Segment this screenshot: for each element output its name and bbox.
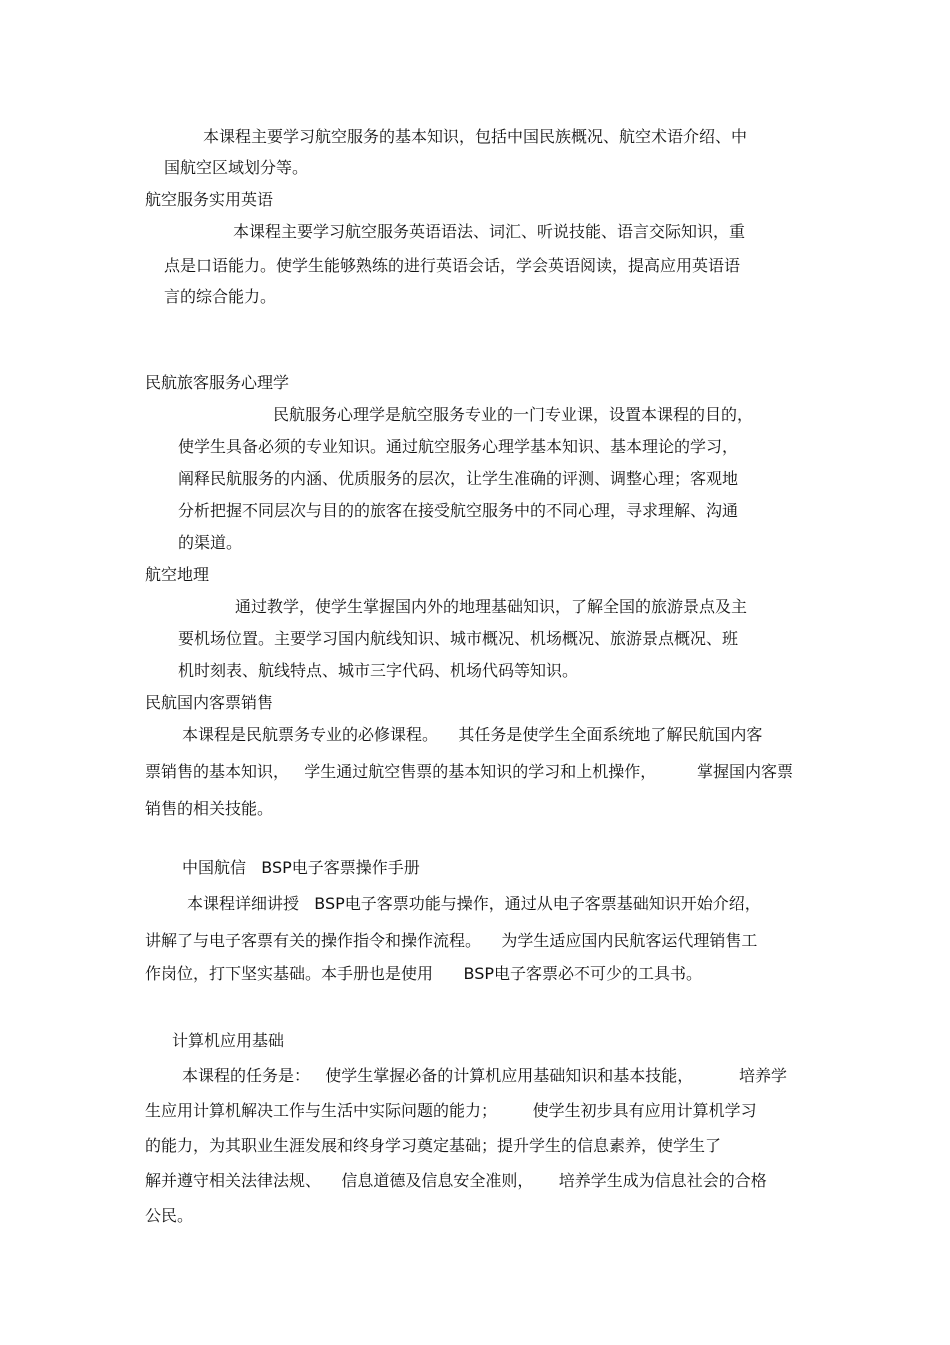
paragraph-line: 本课程主要学习航空服务英语语法、词汇、听说技能、语言交际知识，重: [233, 222, 746, 241]
paragraph-line: 讲解了与电子客票有关的操作指令和操作流程。 为学生适应国内民航客运代理销售工: [145, 931, 758, 950]
paragraph-line: 点是口语能力。使学生能够熟练的进行英语会话，学会英语阅读，提高应用英语语: [164, 256, 741, 275]
paragraph-line: 机时刻表、航线特点、城市三字代码、机场代码等知识。: [178, 661, 579, 680]
course-heading: 民航国内客票销售: [145, 693, 274, 712]
paragraph-line: 票销售的基本知识， 学生通过航空售票的基本知识的学习和上机操作， 掌握国内客票: [145, 762, 793, 781]
paragraph-line: 使学生具备必须的专业知识。通过航空服务心理学基本知识、基本理论的学习，: [178, 437, 739, 456]
course-heading: 计算机应用基础: [172, 1031, 285, 1050]
paragraph-line: 本课程是民航票务专业的必修课程。 其任务是使学生全面系统地了解民航国内客: [182, 725, 763, 744]
paragraph-line: 的渠道。: [178, 533, 243, 552]
paragraph-line: 国航空区域划分等。: [164, 158, 309, 177]
paragraph-line: 要机场位置。主要学习国内航线知识、城市概况、机场概况、旅游景点概况、班: [178, 629, 739, 648]
paragraph-line: 作岗位，打下坚实基础。本手册也是使用 BSP电子客票必不可少的工具书。: [145, 964, 703, 983]
paragraph-line: 的能力，为其职业生涯发展和终身学习奠定基础；提升学生的信息素养，使学生了: [145, 1136, 722, 1155]
paragraph-line: 本课程详细讲授 BSP电子客票功能与操作，通过从电子客票基础知识开始介绍，: [187, 894, 761, 913]
paragraph-line: 本课程的任务是： 使学生掌握必备的计算机应用基础知识和基本技能， 培养学: [182, 1066, 788, 1085]
paragraph-line: 销售的相关技能。: [145, 799, 274, 818]
paragraph-line: 解并遵守相关法律法规、 信息道德及信息安全准则， 培养学生成为信息社会的合格: [145, 1171, 767, 1190]
paragraph-line: 阐释民航服务的内涵、优质服务的层次，让学生准确的评测、调整心理；客观地: [178, 469, 739, 488]
paragraph-line: 通过教学，使学生掌握国内外的地理基础知识，了解全国的旅游景点及主: [235, 597, 748, 616]
course-heading: 航空服务实用英语: [145, 190, 274, 209]
course-heading: 民航旅客服务心理学: [145, 373, 290, 392]
paragraph-line: 分析把握不同层次与目的的旅客在接受航空服务中的不同心理，寻求理解、沟通: [178, 501, 739, 520]
paragraph-line: 生应用计算机解决工作与生活中实际问题的能力； 使学生初步具有应用计算机学习: [145, 1101, 757, 1120]
paragraph-line: 言的综合能力。: [164, 287, 277, 306]
paragraph-line: 公民。: [145, 1206, 194, 1225]
course-heading: 中国航信 BSP电子客票操作手册: [182, 858, 420, 877]
course-heading: 航空地理: [145, 565, 210, 584]
paragraph-line: 民航服务心理学是航空服务专业的一门专业课，设置本课程的目的，: [273, 405, 754, 424]
paragraph-line: 本课程主要学习航空服务的基本知识，包括中国民族概况、航空术语介绍、中: [203, 127, 748, 146]
